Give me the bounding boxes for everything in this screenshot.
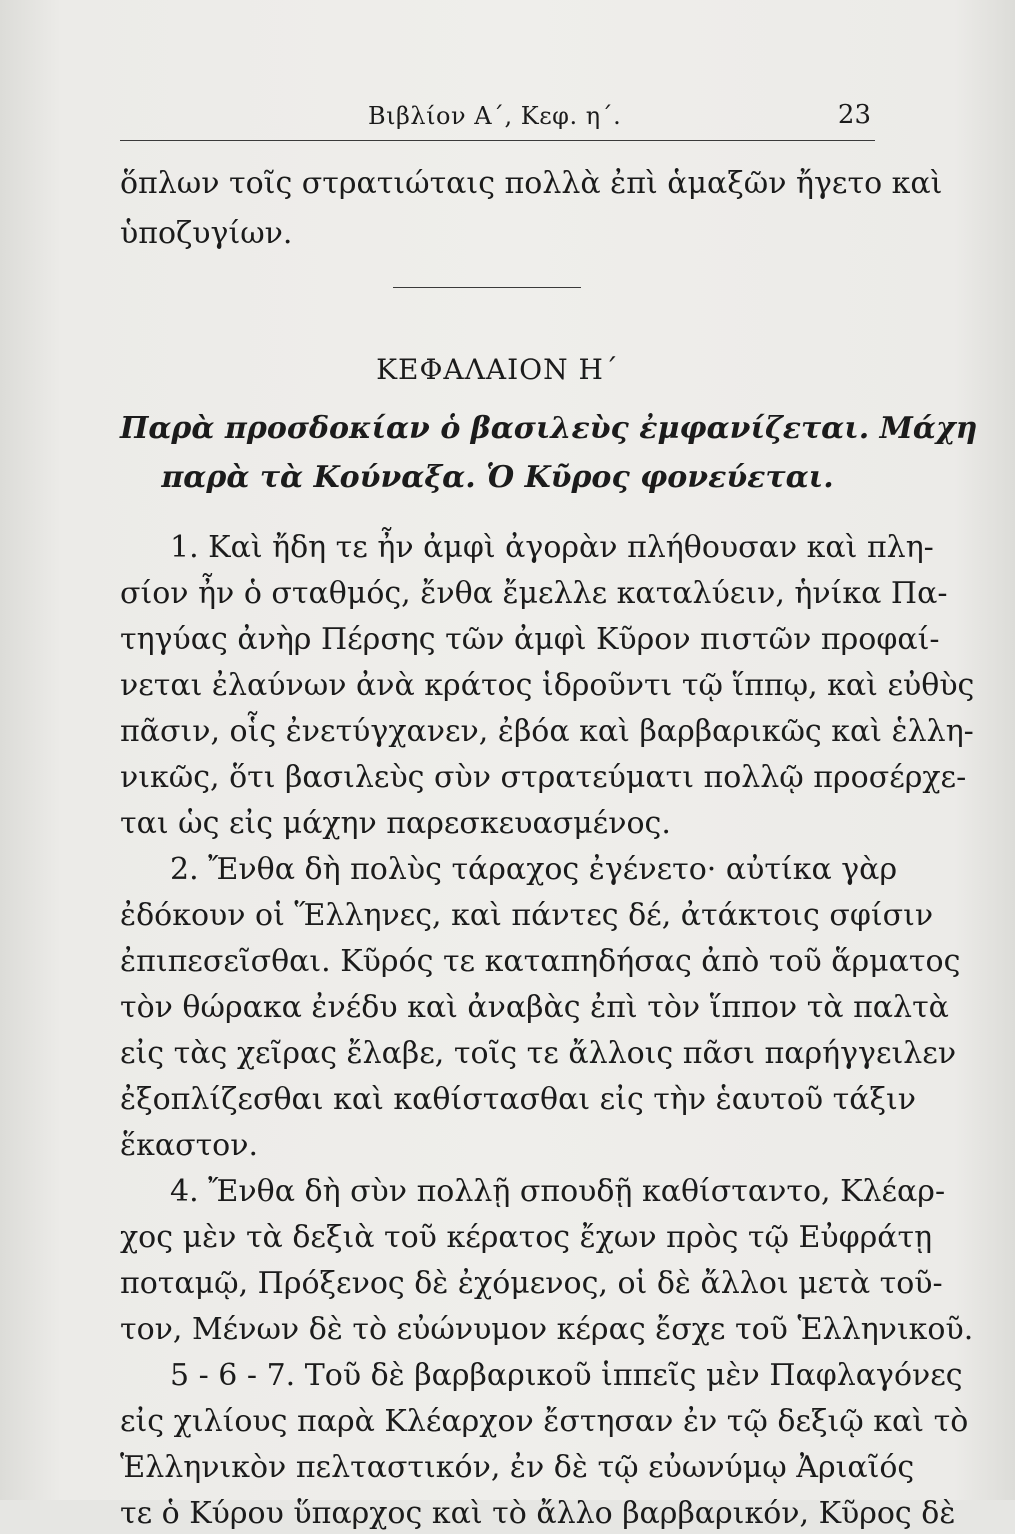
text-line: τηγύας ἀνὴρ Πέρσης τῶν ἀμφὶ Κῦρον πιστῶν προφαί-: [120, 622, 940, 657]
text-line: σίον ἦν ὁ σταθμός, ἔνθα ἔμελλε καταλύειν, ἡνίκα Πα-: [120, 576, 948, 611]
text-line: τε ὁ Κύρου ὕπαρχος καὶ τὸ ἄλλο βαρβαρικόν, Κῦρος δὲ: [120, 1496, 956, 1531]
text-line: ἐξοπλίζεσθαι καὶ καθίστασθαι εἰς τὴν ἑαυτοῦ τάξιν: [120, 1082, 917, 1117]
text-line: εἰς τὰς χεῖρας ἔλαβε, τοῖς τε ἄλλοις πᾶσι παρήγγειλεν: [120, 1036, 957, 1071]
continuation-line: ὑποζυγίων.: [120, 216, 293, 251]
continuation-line: ὅπλων τοῖς στρατιώταις πολλὰ ἐπὶ ἁμαξῶν ἤγετο καὶ: [120, 166, 943, 201]
running-header: [120, 100, 875, 141]
text-line: ποταμῷ, Πρόξενος δὲ ἐχόμενος, οἱ δὲ ἄλλοι μετὰ τοῦ-: [120, 1266, 943, 1301]
chapter-summary-line: παρὰ τὰ Κούναξα. Ὁ Κῦρος φονεύεται.: [161, 460, 834, 495]
section-divider: [393, 287, 581, 288]
running-title: Βιβλίον Α΄, Κεφ. η΄.: [368, 102, 622, 130]
text-line: 5 - 6 - 7. Τοῦ δὲ βαρβαρικοῦ ἱππεῖς μὲν Παφλαγόνες: [170, 1358, 963, 1393]
text-line: 1. Καὶ ἤδη τε ἦν ἀμφὶ ἀγορὰν πλήθουσαν καὶ πλη-: [170, 530, 934, 565]
text-line: τὸν θώρακα ἐνέδυ καὶ ἀναβὰς ἐπὶ τὸν ἵππον τὰ παλτὰ: [120, 990, 949, 1025]
chapter-title: ΚΕΦΑΛΑΙΟΝ Η΄: [376, 353, 619, 386]
text-line: χος μὲν τὰ δεξιὰ τοῦ κέρατος ἔχων πρὸς τῷ Εὐφράτῃ: [120, 1220, 933, 1255]
text-line: τον, Μένων δὲ τὸ εὐώνυμον κέρας ἔσχε τοῦ Ἑλληνικοῦ.: [120, 1312, 974, 1347]
chapter-summary-line: Παρὰ προσδοκίαν ὁ βασιλεὺς ἐμφανίζεται. Μάχη: [120, 411, 978, 446]
text-line: 4. Ἔνθα δὴ σὺν πολλῇ σπουδῇ καθίσταντο, Κλέαρ-: [170, 1174, 946, 1209]
text-line: Ἑλληνικὸν πελταστικόν, ἐν δὲ τῷ εὐωνύμῳ Ἀριαῖός: [120, 1450, 915, 1485]
text-line: νικῶς, ὅτι βασιλεὺς σὺν στρατεύματι πολλῷ προσέρχε-: [120, 760, 967, 795]
text-line: νεται ἐλαύνων ἀνὰ κράτος ἱδροῦντι τῷ ἵππῳ, καὶ εὐθὺς: [120, 668, 975, 703]
text-line: ἐδόκουν οἱ Ἕλληνες, καὶ πάντες δέ, ἀτάκτοις σφίσιν: [120, 898, 934, 933]
text-line: ἐπιπεσεῖσθαι. Κῦρός τε καταπηδήσας ἀπὸ τοῦ ἅρματος: [120, 944, 961, 979]
page-number: 23: [837, 100, 871, 130]
text-line: ἕκαστον.: [120, 1128, 259, 1163]
text-line: εἰς χιλίους παρὰ Κλέαρχον ἔστησαν ἐν τῷ δεξιῷ καὶ τὸ: [120, 1404, 969, 1439]
text-line: 2. Ἔνθα δὴ πολὺς τάραχος ἐγένετο· αὐτίκα γὰρ: [170, 852, 898, 887]
text-line: πᾶσιν, οἷς ἐνετύγχανεν, ἐβόα καὶ βαρβαρικῶς καὶ ἑλλη-: [120, 714, 974, 749]
text-line: ται ὡς εἰς μάχην παρεσκευασμένος.: [120, 806, 671, 841]
